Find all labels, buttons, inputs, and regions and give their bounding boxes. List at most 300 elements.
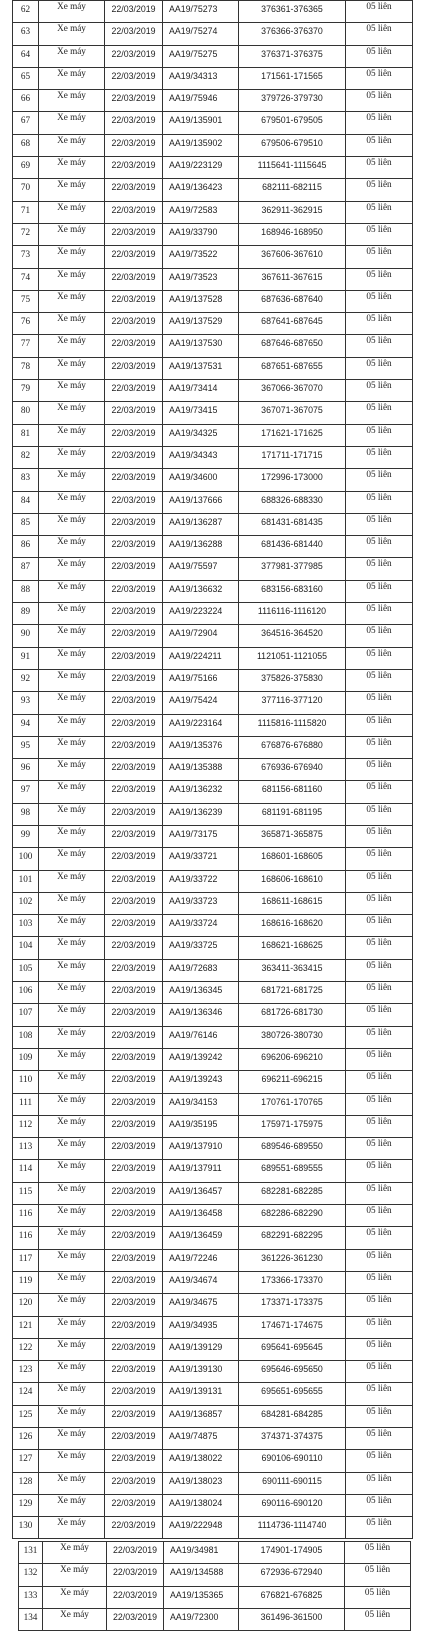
number-range: 676821-676825 [239, 1586, 345, 1608]
copy-count: 05 liên [346, 90, 413, 112]
invoice-serial: AA19/136457 [163, 1182, 239, 1204]
table-row [13, 268, 413, 290]
row-number: 105 [13, 959, 39, 981]
table-row [13, 536, 413, 558]
number-range: 379726-379730 [239, 90, 346, 112]
vehicle-type: Xe máy [39, 1383, 105, 1405]
copy-count: 05 liên [346, 1428, 413, 1450]
issue-date: 22/03/2019 [105, 424, 163, 446]
table-row [13, 290, 413, 312]
table-row [13, 335, 413, 357]
number-range: 682111-682115 [239, 179, 346, 201]
vehicle-type: Xe máy [39, 1249, 105, 1271]
vehicle-type: Xe máy [39, 380, 105, 402]
issue-date: 22/03/2019 [105, 157, 163, 179]
row-number: 132 [19, 1564, 43, 1586]
table-row [13, 647, 413, 669]
row-number: 99 [13, 825, 39, 847]
table-row [19, 1586, 411, 1608]
number-range: 676876-676880 [239, 736, 346, 758]
table-row [13, 714, 413, 736]
row-number: 124 [13, 1383, 39, 1405]
invoice-serial: AA19/223129 [163, 157, 239, 179]
table-row [13, 1182, 413, 1204]
row-number: 117 [13, 1249, 39, 1271]
table-row [13, 469, 413, 491]
vehicle-type: Xe máy [43, 1586, 107, 1608]
copy-count: 05 liên [346, 1316, 413, 1338]
table-row [13, 179, 413, 201]
issue-date: 22/03/2019 [105, 179, 163, 201]
vehicle-type: Xe máy [39, 491, 105, 513]
issue-date: 22/03/2019 [105, 1115, 163, 1137]
table-row [13, 1316, 413, 1338]
invoice-serial: AA19/136459 [163, 1227, 239, 1249]
row-number: 131 [19, 1542, 43, 1564]
invoice-serial: AA19/34935 [163, 1316, 239, 1338]
copy-count: 05 liên [346, 112, 413, 134]
table-row [13, 1338, 413, 1360]
invoice-serial: AA19/136458 [163, 1205, 239, 1227]
issue-date: 22/03/2019 [105, 669, 163, 691]
issue-date: 22/03/2019 [105, 1472, 163, 1494]
number-range: 689551-689555 [239, 1160, 346, 1182]
table-row [13, 446, 413, 468]
copy-count: 05 liên [346, 937, 413, 959]
issue-date: 22/03/2019 [105, 313, 163, 335]
table-row [13, 246, 413, 268]
vehicle-type: Xe máy [39, 1138, 105, 1160]
row-number: 116 [13, 1227, 39, 1249]
copy-count: 05 liên [346, 513, 413, 535]
number-range: 173366-173370 [239, 1271, 346, 1293]
row-number: 85 [13, 513, 39, 535]
invoice-serial: AA19/34325 [163, 424, 239, 446]
table-row [13, 23, 413, 45]
number-range: 695651-695655 [239, 1383, 346, 1405]
table-row [13, 669, 413, 691]
invoice-serial: AA19/35195 [163, 1115, 239, 1137]
row-number: 90 [13, 625, 39, 647]
row-number: 97 [13, 781, 39, 803]
invoice-serial: AA19/72583 [163, 201, 239, 223]
copy-count: 05 liên [346, 1026, 413, 1048]
copy-count: 05 liên [345, 1564, 411, 1586]
issue-date: 22/03/2019 [105, 513, 163, 535]
row-number: 76 [13, 313, 39, 335]
issue-date: 22/03/2019 [105, 446, 163, 468]
copy-count: 05 liên [346, 603, 413, 625]
copy-count: 05 liên [345, 1608, 411, 1630]
number-range: 687636-687640 [239, 290, 346, 312]
number-range: 168611-168615 [239, 892, 346, 914]
vehicle-type: Xe máy [39, 1205, 105, 1227]
issue-date: 22/03/2019 [105, 692, 163, 714]
row-number: 113 [13, 1138, 39, 1160]
number-range: 174671-174675 [239, 1316, 346, 1338]
row-number: 134 [19, 1608, 43, 1630]
number-range: 367071-367075 [239, 402, 346, 424]
issue-date: 22/03/2019 [107, 1542, 164, 1564]
row-number: 79 [13, 380, 39, 402]
copy-count: 05 liên [346, 1517, 413, 1539]
table-row [13, 803, 413, 825]
issue-date: 22/03/2019 [105, 1338, 163, 1360]
issue-date: 22/03/2019 [105, 1494, 163, 1516]
vehicle-type: Xe máy [39, 692, 105, 714]
invoice-serial: AA19/135902 [163, 134, 239, 156]
number-range: 375826-375830 [239, 669, 346, 691]
number-range: 684281-684285 [239, 1405, 346, 1427]
copy-count: 05 liên [346, 380, 413, 402]
copy-count: 05 liên [345, 1542, 411, 1564]
issue-date: 22/03/2019 [105, 959, 163, 981]
issue-date: 22/03/2019 [105, 982, 163, 1004]
issue-date: 22/03/2019 [105, 781, 163, 803]
issue-date: 22/03/2019 [105, 335, 163, 357]
vehicle-type: Xe máy [39, 446, 105, 468]
table-row [13, 112, 413, 134]
issue-date: 22/03/2019 [105, 246, 163, 268]
number-range: 168616-168620 [239, 915, 346, 937]
vehicle-type: Xe máy [39, 1, 105, 23]
table-row [13, 1383, 413, 1405]
vehicle-type: Xe máy [39, 313, 105, 335]
copy-count: 05 liên [346, 803, 413, 825]
issue-date: 22/03/2019 [105, 915, 163, 937]
number-range: 696206-696210 [239, 1048, 346, 1070]
row-number: 127 [13, 1450, 39, 1472]
copy-count: 05 liên [346, 1048, 413, 1070]
number-range: 1121051-1121055 [239, 647, 346, 669]
number-range: 689546-689550 [239, 1138, 346, 1160]
row-number: 88 [13, 580, 39, 602]
invoice-serial: AA19/73523 [163, 268, 239, 290]
number-range: 679501-679505 [239, 112, 346, 134]
copy-count: 05 liên [346, 580, 413, 602]
copy-count: 05 liên [346, 625, 413, 647]
row-number: 102 [13, 892, 39, 914]
number-range: 376361-376365 [239, 1, 346, 23]
copy-count: 05 liên [346, 157, 413, 179]
row-number: 92 [13, 669, 39, 691]
number-range: 676936-676940 [239, 759, 346, 781]
issue-date: 22/03/2019 [105, 223, 163, 245]
issue-date: 22/03/2019 [105, 90, 163, 112]
invoice-serial: AA19/139242 [163, 1048, 239, 1070]
issue-date: 22/03/2019 [105, 1271, 163, 1293]
row-number: 115 [13, 1182, 39, 1204]
number-range: 361226-361230 [239, 1249, 346, 1271]
invoice-serial: AA19/73415 [163, 402, 239, 424]
table-row [13, 380, 413, 402]
invoice-serial: AA19/75275 [163, 45, 239, 67]
row-number: 67 [13, 112, 39, 134]
issue-date: 22/03/2019 [105, 112, 163, 134]
number-range: 690116-690120 [239, 1494, 346, 1516]
table-row [13, 90, 413, 112]
vehicle-type: Xe máy [39, 1182, 105, 1204]
table-row [19, 1542, 411, 1564]
invoice-serial: AA19/136288 [163, 536, 239, 558]
invoice-serial: AA19/137528 [163, 290, 239, 312]
number-range: 174901-174905 [239, 1542, 345, 1564]
table-row [13, 692, 413, 714]
issue-date: 22/03/2019 [105, 1361, 163, 1383]
invoice-serial: AA19/135365 [164, 1586, 239, 1608]
invoice-serial: AA19/75424 [163, 692, 239, 714]
number-range: 681721-681725 [239, 982, 346, 1004]
issue-date: 22/03/2019 [105, 892, 163, 914]
copy-count: 05 liên [346, 1182, 413, 1204]
invoice-serial: AA19/33725 [163, 937, 239, 959]
number-range: 687646-687650 [239, 335, 346, 357]
issue-date: 22/03/2019 [105, 23, 163, 45]
vehicle-type: Xe máy [43, 1608, 107, 1630]
table-row [19, 1608, 411, 1630]
issue-date: 22/03/2019 [105, 580, 163, 602]
vehicle-type: Xe máy [39, 558, 105, 580]
invoice-serial: AA19/223164 [163, 714, 239, 736]
invoice-serial: AA19/34675 [163, 1294, 239, 1316]
copy-count: 05 liên [346, 1004, 413, 1026]
vehicle-type: Xe máy [39, 45, 105, 67]
row-number: 116 [13, 1205, 39, 1227]
number-range: 168606-168610 [239, 870, 346, 892]
vehicle-type: Xe máy [39, 1405, 105, 1427]
row-number: 64 [13, 45, 39, 67]
invoice-serial: AA19/137529 [163, 313, 239, 335]
row-number: 109 [13, 1048, 39, 1070]
row-number: 106 [13, 982, 39, 1004]
vehicle-type: Xe máy [39, 1093, 105, 1115]
invoice-serial: AA19/135376 [163, 736, 239, 758]
number-range: 682281-682285 [239, 1182, 346, 1204]
table-row [13, 1227, 413, 1249]
issue-date: 22/03/2019 [105, 1048, 163, 1070]
number-range: 377981-377985 [239, 558, 346, 580]
table-row [13, 157, 413, 179]
vehicle-type: Xe máy [39, 402, 105, 424]
table-row [13, 915, 413, 937]
row-number: 86 [13, 536, 39, 558]
number-range: 682291-682295 [239, 1227, 346, 1249]
invoice-serial: AA19/139243 [163, 1071, 239, 1093]
vehicle-type: Xe máy [39, 157, 105, 179]
row-number: 104 [13, 937, 39, 959]
row-number: 114 [13, 1160, 39, 1182]
number-range: 361496-361500 [239, 1608, 345, 1630]
row-number: 108 [13, 1026, 39, 1048]
number-range: 682286-682290 [239, 1205, 346, 1227]
table-row [13, 1405, 413, 1427]
table-row [13, 313, 413, 335]
vehicle-type: Xe máy [39, 669, 105, 691]
copy-count: 05 liên [346, 1115, 413, 1137]
copy-count: 05 liên [346, 45, 413, 67]
vehicle-type: Xe máy [39, 892, 105, 914]
issue-date: 22/03/2019 [105, 848, 163, 870]
vehicle-type: Xe máy [39, 1294, 105, 1316]
issue-date: 22/03/2019 [105, 603, 163, 625]
row-number: 93 [13, 692, 39, 714]
issue-date: 22/03/2019 [105, 402, 163, 424]
row-number: 119 [13, 1271, 39, 1293]
vehicle-type: Xe máy [39, 112, 105, 134]
row-number: 84 [13, 491, 39, 513]
issue-date: 22/03/2019 [105, 201, 163, 223]
vehicle-type: Xe máy [39, 536, 105, 558]
table-row [13, 848, 413, 870]
invoice-serial: AA19/139129 [163, 1338, 239, 1360]
number-range: 1116116-1116120 [239, 603, 346, 625]
vehicle-type: Xe máy [39, 803, 105, 825]
number-range: 173371-173375 [239, 1294, 346, 1316]
number-range: 170761-170765 [239, 1093, 346, 1115]
invoice-serial: AA19/33724 [163, 915, 239, 937]
row-number: 125 [13, 1405, 39, 1427]
table-row [13, 1160, 413, 1182]
copy-count: 05 liên [346, 825, 413, 847]
invoice-serial: AA19/137910 [163, 1138, 239, 1160]
copy-count: 05 liên [346, 1, 413, 23]
row-number: 107 [13, 1004, 39, 1026]
invoice-serial: AA19/224211 [163, 647, 239, 669]
row-number: 75 [13, 290, 39, 312]
table-row [13, 513, 413, 535]
copy-count: 05 liên [346, 134, 413, 156]
copy-count: 05 liên [346, 1383, 413, 1405]
vehicle-type: Xe máy [39, 759, 105, 781]
copy-count: 05 liên [346, 1361, 413, 1383]
table-row [13, 424, 413, 446]
table-row [13, 45, 413, 67]
number-range: 1115641-1115645 [239, 157, 346, 179]
issue-date: 22/03/2019 [105, 1428, 163, 1450]
invoice-serial: AA19/72904 [163, 625, 239, 647]
vehicle-type: Xe máy [39, 603, 105, 625]
vehicle-type: Xe máy [39, 915, 105, 937]
vehicle-type: Xe máy [39, 1026, 105, 1048]
row-number: 73 [13, 246, 39, 268]
issue-date: 22/03/2019 [105, 357, 163, 379]
copy-count: 05 liên [346, 268, 413, 290]
row-number: 66 [13, 90, 39, 112]
number-range: 364516-364520 [239, 625, 346, 647]
vehicle-type: Xe máy [39, 1338, 105, 1360]
number-range: 168601-168605 [239, 848, 346, 870]
row-number: 80 [13, 402, 39, 424]
vehicle-type: Xe máy [39, 335, 105, 357]
table-row [13, 1205, 413, 1227]
vehicle-type: Xe máy [39, 959, 105, 981]
vehicle-type: Xe máy [39, 714, 105, 736]
invoice-serial: AA19/75597 [163, 558, 239, 580]
copy-count: 05 liên [346, 1227, 413, 1249]
copy-count: 05 liên [346, 357, 413, 379]
copy-count: 05 liên [346, 1271, 413, 1293]
invoice-table-main [12, 0, 413, 1539]
copy-count: 05 liên [346, 982, 413, 1004]
vehicle-type: Xe máy [39, 424, 105, 446]
issue-date: 22/03/2019 [105, 1004, 163, 1026]
invoice-serial: AA19/73175 [163, 825, 239, 847]
vehicle-type: Xe máy [39, 1517, 105, 1539]
number-range: 377116-377120 [239, 692, 346, 714]
invoice-serial: AA19/72683 [163, 959, 239, 981]
number-range: 168946-168950 [239, 223, 346, 245]
invoice-serial: AA19/136232 [163, 781, 239, 803]
invoice-serial: AA19/136345 [163, 982, 239, 1004]
invoice-serial: AA19/136239 [163, 803, 239, 825]
copy-count: 05 liên [346, 424, 413, 446]
number-range: 171711-171715 [239, 446, 346, 468]
copy-count: 05 liên [346, 1294, 413, 1316]
copy-count: 05 liên [346, 959, 413, 981]
copy-count: 05 liên [346, 1338, 413, 1360]
issue-date: 22/03/2019 [105, 1, 163, 23]
copy-count: 05 liên [346, 892, 413, 914]
issue-date: 22/03/2019 [105, 1182, 163, 1204]
table-row [13, 781, 413, 803]
row-number: 78 [13, 357, 39, 379]
vehicle-type: Xe máy [39, 1071, 105, 1093]
row-number: 121 [13, 1316, 39, 1338]
issue-date: 22/03/2019 [105, 491, 163, 513]
table-row [13, 982, 413, 1004]
vehicle-type: Xe máy [39, 1494, 105, 1516]
vehicle-type: Xe máy [39, 781, 105, 803]
invoice-serial: AA19/134588 [164, 1564, 239, 1586]
invoice-serial: AA19/33721 [163, 848, 239, 870]
vehicle-type: Xe máy [39, 1361, 105, 1383]
number-range: 175971-175975 [239, 1115, 346, 1137]
row-number: 69 [13, 157, 39, 179]
issue-date: 22/03/2019 [105, 380, 163, 402]
vehicle-type: Xe máy [39, 1472, 105, 1494]
invoice-serial: AA19/138024 [163, 1494, 239, 1516]
table-row [13, 580, 413, 602]
vehicle-type: Xe máy [39, 736, 105, 758]
invoice-serial: AA19/222948 [163, 1517, 239, 1539]
copy-count: 05 liên [346, 647, 413, 669]
issue-date: 22/03/2019 [105, 1160, 163, 1182]
copy-count: 05 liên [346, 714, 413, 736]
number-range: 681726-681730 [239, 1004, 346, 1026]
row-number: 89 [13, 603, 39, 625]
copy-count: 05 liên [346, 23, 413, 45]
invoice-serial: AA19/73414 [163, 380, 239, 402]
table-row [13, 1093, 413, 1115]
invoice-serial: AA19/139130 [163, 1361, 239, 1383]
table-row [13, 201, 413, 223]
issue-date: 22/03/2019 [105, 469, 163, 491]
vehicle-type: Xe máy [39, 982, 105, 1004]
invoice-serial: AA19/34153 [163, 1093, 239, 1115]
invoice-serial: AA19/33722 [163, 870, 239, 892]
copy-count: 05 liên [346, 67, 413, 89]
invoice-serial: AA19/138022 [163, 1450, 239, 1472]
copy-count: 05 liên [346, 491, 413, 513]
copy-count: 05 liên [346, 759, 413, 781]
number-range: 380726-380730 [239, 1026, 346, 1048]
invoice-serial: AA19/138023 [163, 1472, 239, 1494]
row-number: 129 [13, 1494, 39, 1516]
copy-count: 05 liên [346, 201, 413, 223]
number-range: 376366-376370 [239, 23, 346, 45]
number-range: 367611-367615 [239, 268, 346, 290]
copy-count: 05 liên [346, 736, 413, 758]
